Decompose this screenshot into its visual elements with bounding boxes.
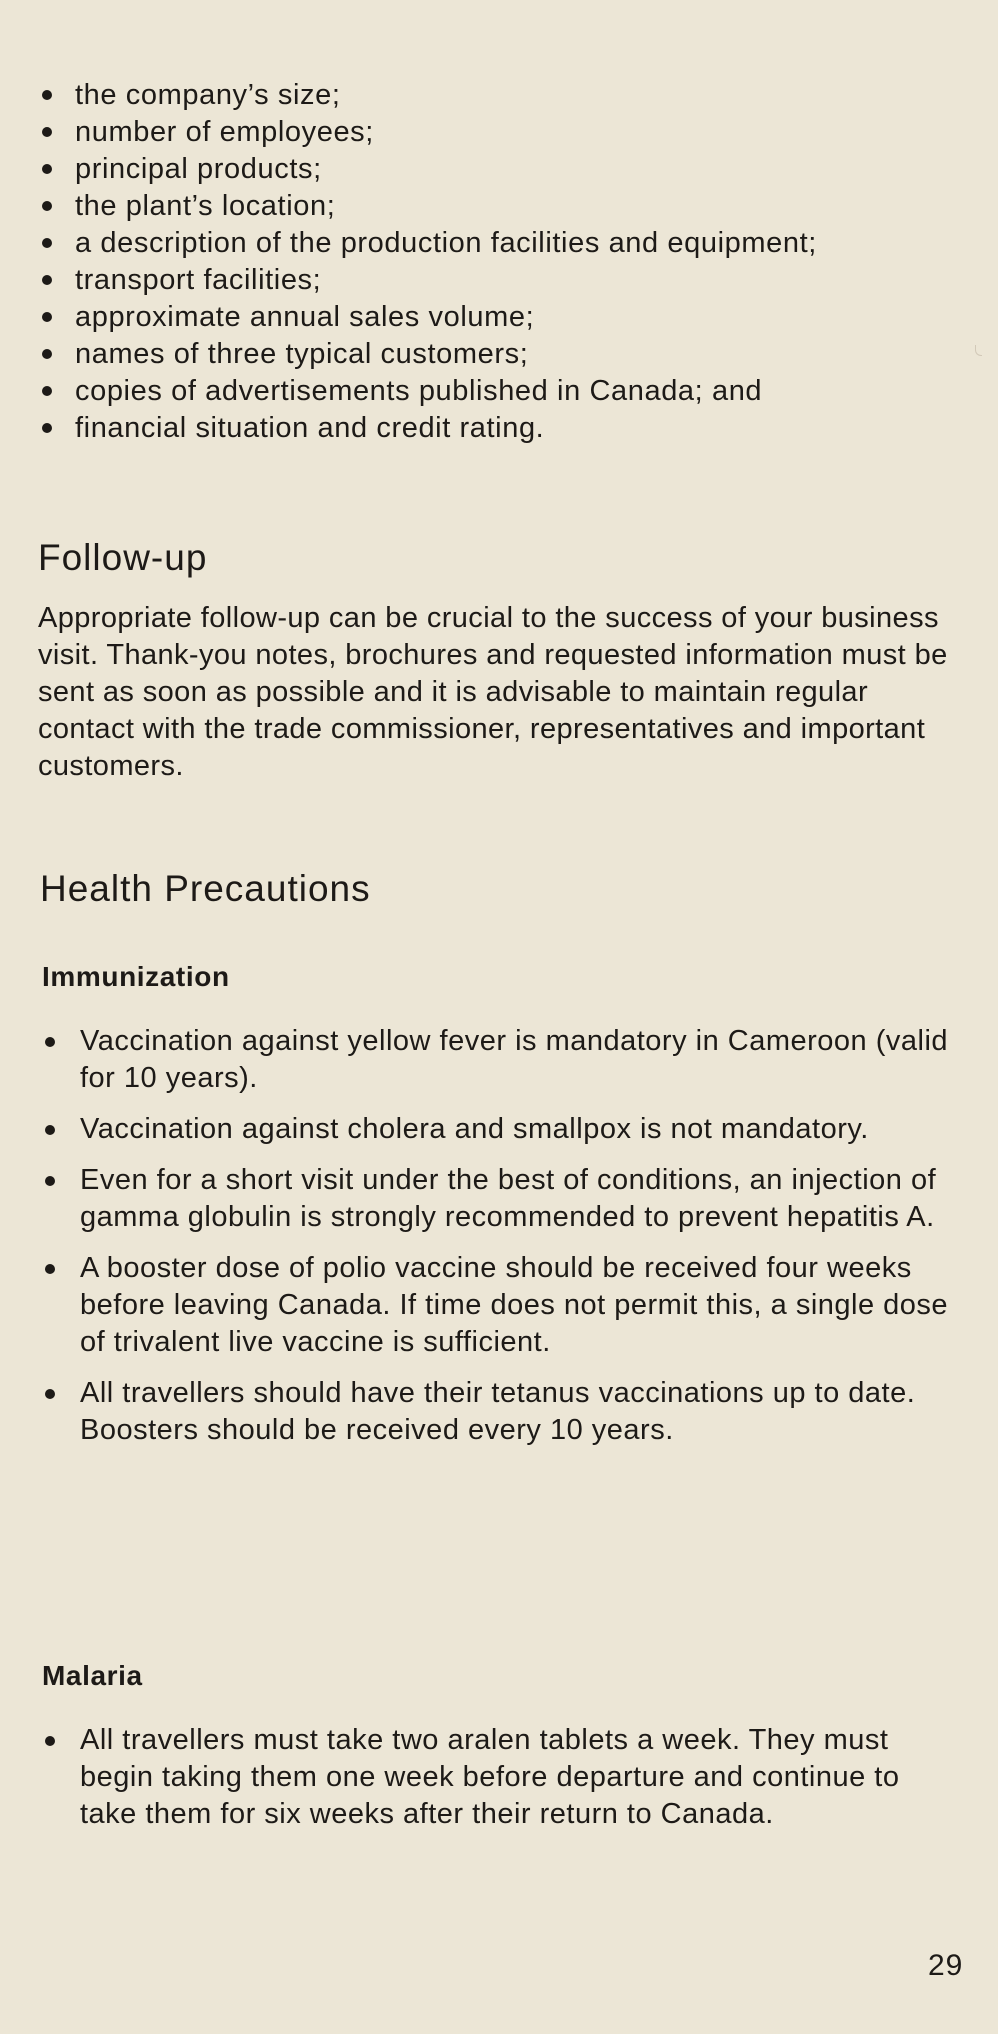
list-item: A booster dose of polio vaccine should be received four weeks before leaving Canada. If time does not permit this, a single dose of trivalent live vaccine is sufficient. [80,1250,960,1361]
list-item: financial situation and credit rating. [75,410,935,447]
follow-up-heading: Follow-up [38,537,208,578]
list-item: number of employees; [75,114,935,151]
list-item: Vaccination against yellow fever is mandatory in Cameroon (valid for 10 years). [80,1023,960,1097]
list-item: names of three typical customers; [75,336,935,373]
list-item: the company’s size; [75,77,935,114]
immunization-heading: Immunization [42,961,230,992]
health-precautions-heading: Health Precautions [40,868,371,909]
list-item: transport facilities; [75,262,935,299]
list-item: Even for a short visit under the best of conditions, an injection of gamma globulin is strongly recommended to prevent hepatitis A. [80,1162,960,1236]
list-item: a description of the production facilities and equipment; [75,225,935,262]
list-item: approximate annual sales volume; [75,299,935,336]
list-item: All travellers must take two aralen tablets a week. They must begin taking them one week before departure and continue to take them for six weeks after their return to Canada. [80,1722,960,1833]
list-item: Vaccination against cholera and smallpox is not mandatory. [80,1111,960,1148]
page-number: 29 [928,1949,964,1982]
show-through-mark [975,345,982,356]
company-information-list [75,77,935,447]
list-item: copies of advertisements published in Canada; and [75,373,935,410]
malaria-heading: Malaria [42,1660,143,1691]
malaria-list [80,1722,960,1833]
list-item: All travellers should have their tetanus vaccinations up to date. Boosters should be received every 10 years. [80,1375,960,1449]
immunization-list [80,1023,960,1463]
follow-up-paragraph: Appropriate follow-up can be crucial to the success of your business visit. Thank-you notes, brochures and requested information must be sent as soon as possible and it is advisable to maintain regular contact with the trade commissioner, representatives and important customers. [38,602,948,782]
list-item: the plant’s location; [75,188,935,225]
list-item: principal products; [75,151,935,188]
